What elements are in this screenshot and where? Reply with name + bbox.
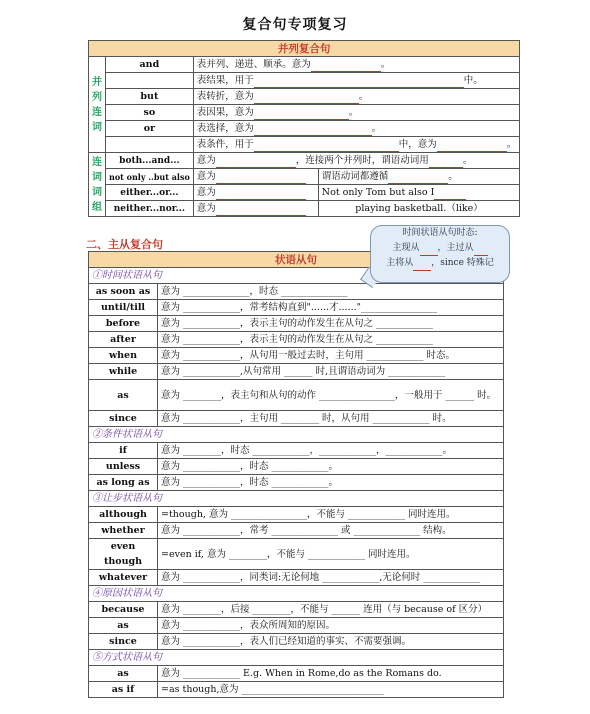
clause-explanation: 意为 ________，后接 ________，不能与 ______ 连用（与 because of 区分） <box>158 602 504 618</box>
clause-explanation: 意为 ____________，同类词:无论何地 ____________,无论何时 ____________ <box>158 570 504 586</box>
clause-group-row <box>89 491 504 507</box>
clause-explanation: 意为 ____________，表示主句的动作发生在从句之 ____________ <box>158 316 504 332</box>
clause-explanation: 意为 ____________，时态 ____________。 <box>158 459 504 475</box>
kw-both-and: both...and... <box>106 153 194 169</box>
clause-group-label: ⑤方式状语从句 <box>89 650 504 666</box>
clause-group-label: ③让步状语从句 <box>89 491 504 507</box>
kw-not-only: not only ..but also <box>106 169 194 185</box>
clause-keyword: as if <box>89 682 158 698</box>
row-or-desc: 表选择，意为 。 <box>193 121 520 137</box>
row-either-desc: 意为 <box>193 185 318 201</box>
clause-row <box>89 602 504 618</box>
clause-explanation: =though, 意为 ________________，不能与 ____________ 同时连用。 <box>158 507 504 523</box>
clause-explanation: =even if, 意为 ________，不能与 ____________ 同时连用。 <box>158 539 504 570</box>
clause-keyword: because <box>89 602 158 618</box>
bubble-line2: 主现从 ，主过从 <box>371 241 509 256</box>
clause-row <box>89 411 504 427</box>
clause-row <box>89 666 504 682</box>
clause-keyword: even though <box>89 539 158 570</box>
clause-explanation: =as though,意为 ______________________________ <box>158 682 504 698</box>
clause-explanation: 意为 ____________，表人们已经知道的事实、不需要强调。 <box>158 634 504 650</box>
clause-row <box>89 507 504 523</box>
row-either-note: Not only Tom but also I <box>318 185 520 201</box>
group1-label: 并列连词 <box>89 57 106 153</box>
clause-keyword: since <box>89 634 158 650</box>
kw-neither-nor: neither...nor... <box>106 201 194 217</box>
kw-and-result <box>106 73 194 89</box>
clause-keyword: although <box>89 507 158 523</box>
clause-group-label: ②条件状语从句 <box>89 427 504 443</box>
adverbial-table <box>88 251 504 698</box>
row-but-desc: 表转折，意为 。 <box>193 89 520 105</box>
clause-row <box>89 523 504 539</box>
clause-group-label: ④原因状语从句 <box>89 586 504 602</box>
coordinate-table <box>88 40 520 217</box>
clause-keyword: as <box>89 618 158 634</box>
kw-either-or: either...or... <box>106 185 194 201</box>
clause-row <box>89 348 504 364</box>
clause-explanation: 意为 ________，表主句和从句的动作 ________________，一般用于 ______ 时。 <box>158 380 504 411</box>
clause-row <box>89 364 504 380</box>
tense-note-bubble <box>370 225 510 283</box>
adverbial-header: 状语从句 <box>89 252 504 268</box>
clause-explanation: 意为 ____________，常考结构直到"......才......"________________ <box>158 300 504 316</box>
clause-group-row <box>89 586 504 602</box>
row-neither-note: playing basketball.（like） <box>318 201 520 217</box>
clause-keyword: as soon as <box>89 284 158 300</box>
clause-keyword: since <box>89 411 158 427</box>
clause-row <box>89 459 504 475</box>
row-or-condition-desc: 表条件，用于 中，意为 。 <box>193 137 520 153</box>
kw-or: or <box>106 121 194 137</box>
clause-row <box>89 570 504 586</box>
clause-explanation: 意为 ____________，主句用 ________ 时，从句用 ____________ 时。 <box>158 411 504 427</box>
clause-group-label: ①时间状语从句 <box>89 268 504 284</box>
bubble-line3: 主将从 ，since 特殊记 <box>371 256 509 271</box>
clause-explanation: 意为 ____________，常考 ______________ 或 ______________ 结构。 <box>158 523 504 539</box>
clause-group-row <box>89 650 504 666</box>
clause-explanation: 意为 ____________，从句用一般过去时，主句用 ____________ 时态。 <box>158 348 504 364</box>
clause-row <box>89 300 504 316</box>
row-and-result-desc: 表结果，用于 中。 <box>193 73 520 89</box>
clause-keyword: until/till <box>89 300 158 316</box>
row-not-only-desc: 意为 <box>193 169 318 185</box>
clause-explanation: 意为 ________，时态 ____________，____________，____________。 <box>158 443 504 459</box>
clause-group-row <box>89 427 504 443</box>
clause-row <box>89 475 504 491</box>
clause-explanation: 意为 ____________ E.g. When in Rome,do as the Romans do. <box>158 666 504 682</box>
clause-keyword: as long as <box>89 475 158 491</box>
clause-row <box>89 539 504 570</box>
clause-row <box>89 682 504 698</box>
row-so-desc: 表因果，意为 。 <box>193 105 520 121</box>
row-not-only-note: 谓语动词都遵循 。 <box>318 169 520 185</box>
clause-keyword: when <box>89 348 158 364</box>
row-and-desc: 表并列、递进、顺承。意为 。 <box>193 57 520 73</box>
clause-explanation: 意为 ____________，表众所周知的原因。 <box>158 618 504 634</box>
kw-or-condition <box>106 137 194 153</box>
group2-label: 连词词组 <box>89 153 106 217</box>
clause-explanation: 意为 ____________，时态 ____________。 <box>158 475 504 491</box>
clause-keyword: after <box>89 332 158 348</box>
clause-explanation: 意为 ____________,从句常用 ______ 时,且谓语动词为 ____________ <box>158 364 504 380</box>
clause-explanation: 意为 ____________，表示主句的动作发生在从句之 ____________ <box>158 332 504 348</box>
row-neither-desc: 意为 <box>193 201 318 217</box>
bubble-line1: 时间状语从句时态: <box>402 228 478 238</box>
clause-keyword: whether <box>89 523 158 539</box>
kw-so: so <box>106 105 194 121</box>
clause-row <box>89 284 504 300</box>
coordinate-header: 并列复合句 <box>89 41 520 57</box>
clause-keyword: while <box>89 364 158 380</box>
clause-keyword: before <box>89 316 158 332</box>
clause-row <box>89 380 504 411</box>
clause-keyword: if <box>89 443 158 459</box>
kw-and: and <box>106 57 194 73</box>
clause-row <box>89 332 504 348</box>
page-title: 复合句专项复习 <box>242 17 348 33</box>
clause-row <box>89 634 504 650</box>
clause-explanation: 意为 ______________，时态 ______________ <box>158 284 504 300</box>
clause-row <box>89 618 504 634</box>
clause-keyword: as <box>89 380 158 411</box>
row-both-desc: 意为 ，连接两个并列时，谓语动词用 。 <box>193 153 520 169</box>
clause-keyword: as <box>89 666 158 682</box>
kw-but: but <box>106 89 194 105</box>
clause-row <box>89 316 504 332</box>
section2-title: 二、主从复合句 <box>86 238 163 251</box>
clause-keyword: whatever <box>89 570 158 586</box>
clause-row <box>89 443 504 459</box>
clause-keyword: unless <box>89 459 158 475</box>
